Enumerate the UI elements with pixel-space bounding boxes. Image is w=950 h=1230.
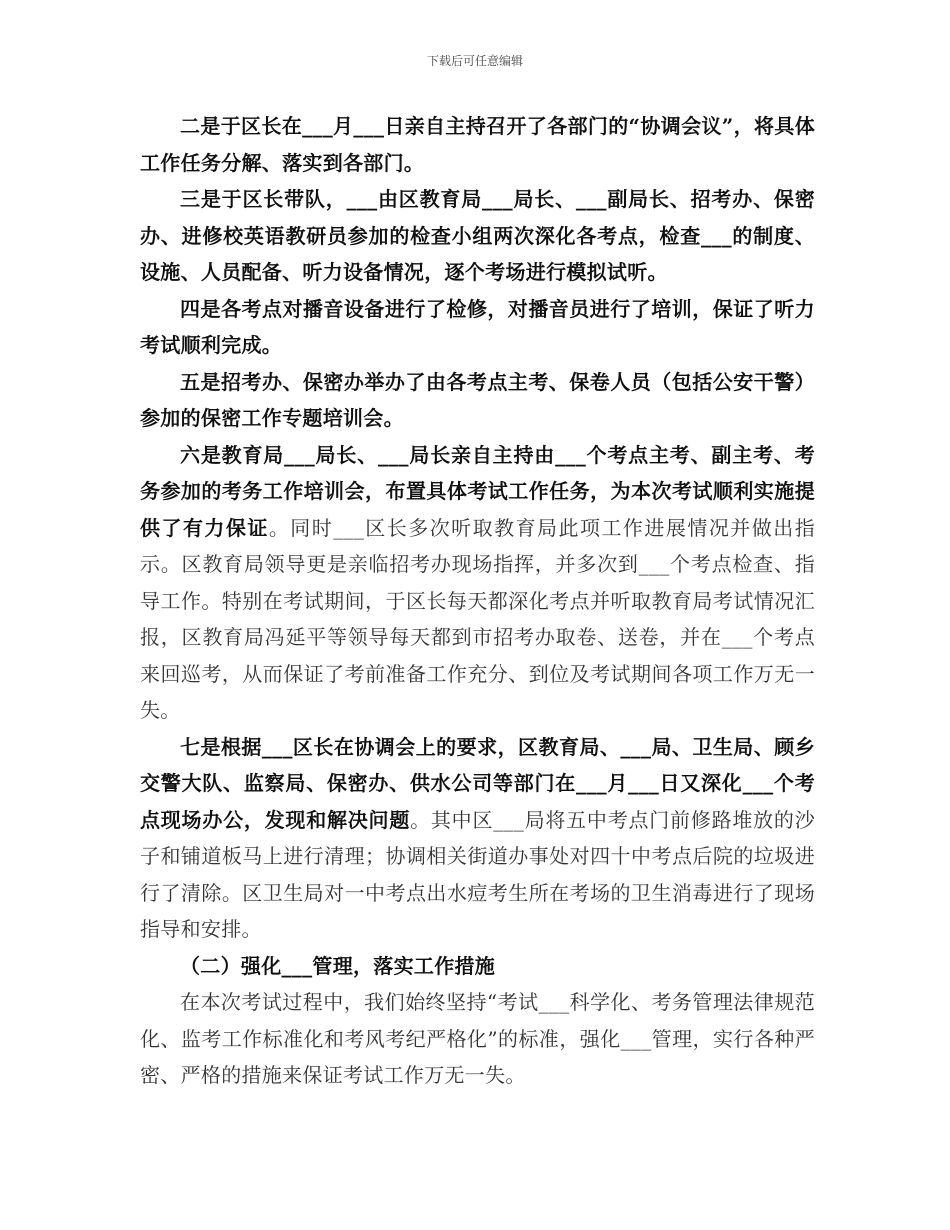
paragraph-5: 五是招考办、保密办举办了由各考点主考、保卷人员（包括公安干警）参加的保密工作专题培训会。 [140,369,815,430]
paragraph-7-normal: 。其中区___局将五中考点门前修路堆放的沙子和铺道板马上进行清理；协调相关街道办事处对四十中考点后院的垃圾进行了清除。区卫生局对一中考点出水痘考生所在考场的卫生消毒进行了现场指导和安排。 [140,807,815,941]
document-body [140,108,815,1094]
paragraph-3: 三是于区长带队，___由区教育局___局长、___副局长、招考办、保密办、进修校英语教研员参加的检查小组两次深化各考点，检查___的制度、设施、人员配备、听力设备情况，逐个考场进行模拟试听。 [140,187,815,284]
page-header: 下载后可任意编辑 [426,54,523,68]
paragraph-2: 二是于区长在___月___日亲自主持召开了各部门的“协调会议”，将具体工作任务分解、落实到各部门。 [140,114,815,175]
paragraph-6 [140,437,815,729]
paragraph-6-bold: 六是教育局___局长、___局长亲自主持由___个考点主考、副主考、考务参加的考务工作培训会，布置具体考试工作任务，为本次考试顺利实施提供了有力保证 [140,442,815,540]
section-heading: （二）强化___管理，落实工作措施 [180,953,496,978]
paragraph-7-bold: 七是根据___区长在协调会上的要求，区教育局、___局、卫生局、顾乡交警大队、监察局、保密办、供水公司等部门在___月___日又深化___个考点现场办公，发现和解决问题 [140,734,815,832]
paragraph-8: 在本次考试过程中，我们始终坚持“考试___科学化、考务管理法律规范化、监考工作标准化和考风考纪严格化”的标准，强化___管理，实行各种严密、严格的措施来保证考试工作万无一失。 [140,990,815,1087]
paragraph-6-normal: 。同时___区长多次听取教育局此项工作进展情况并做出指示。区教育局领导更是亲临招考办现场指挥，并多次到___个考点检查、指导工作。特别在考试期间，于区长每天都深化考点并听取教育局考试情况汇报，区教育局冯延平等领导每天都到市招考办取卷、送卷，并在___个考点来回巡考，从而保证了考前准备工作充分、到位及考试期间各项工作万无一失。 [140,515,815,722]
paragraph-4: 四是各考点对播音设备进行了检修，对播音员进行了培训，保证了听力考试顺利完成。 [140,296,815,357]
paragraph-7 [140,729,815,948]
